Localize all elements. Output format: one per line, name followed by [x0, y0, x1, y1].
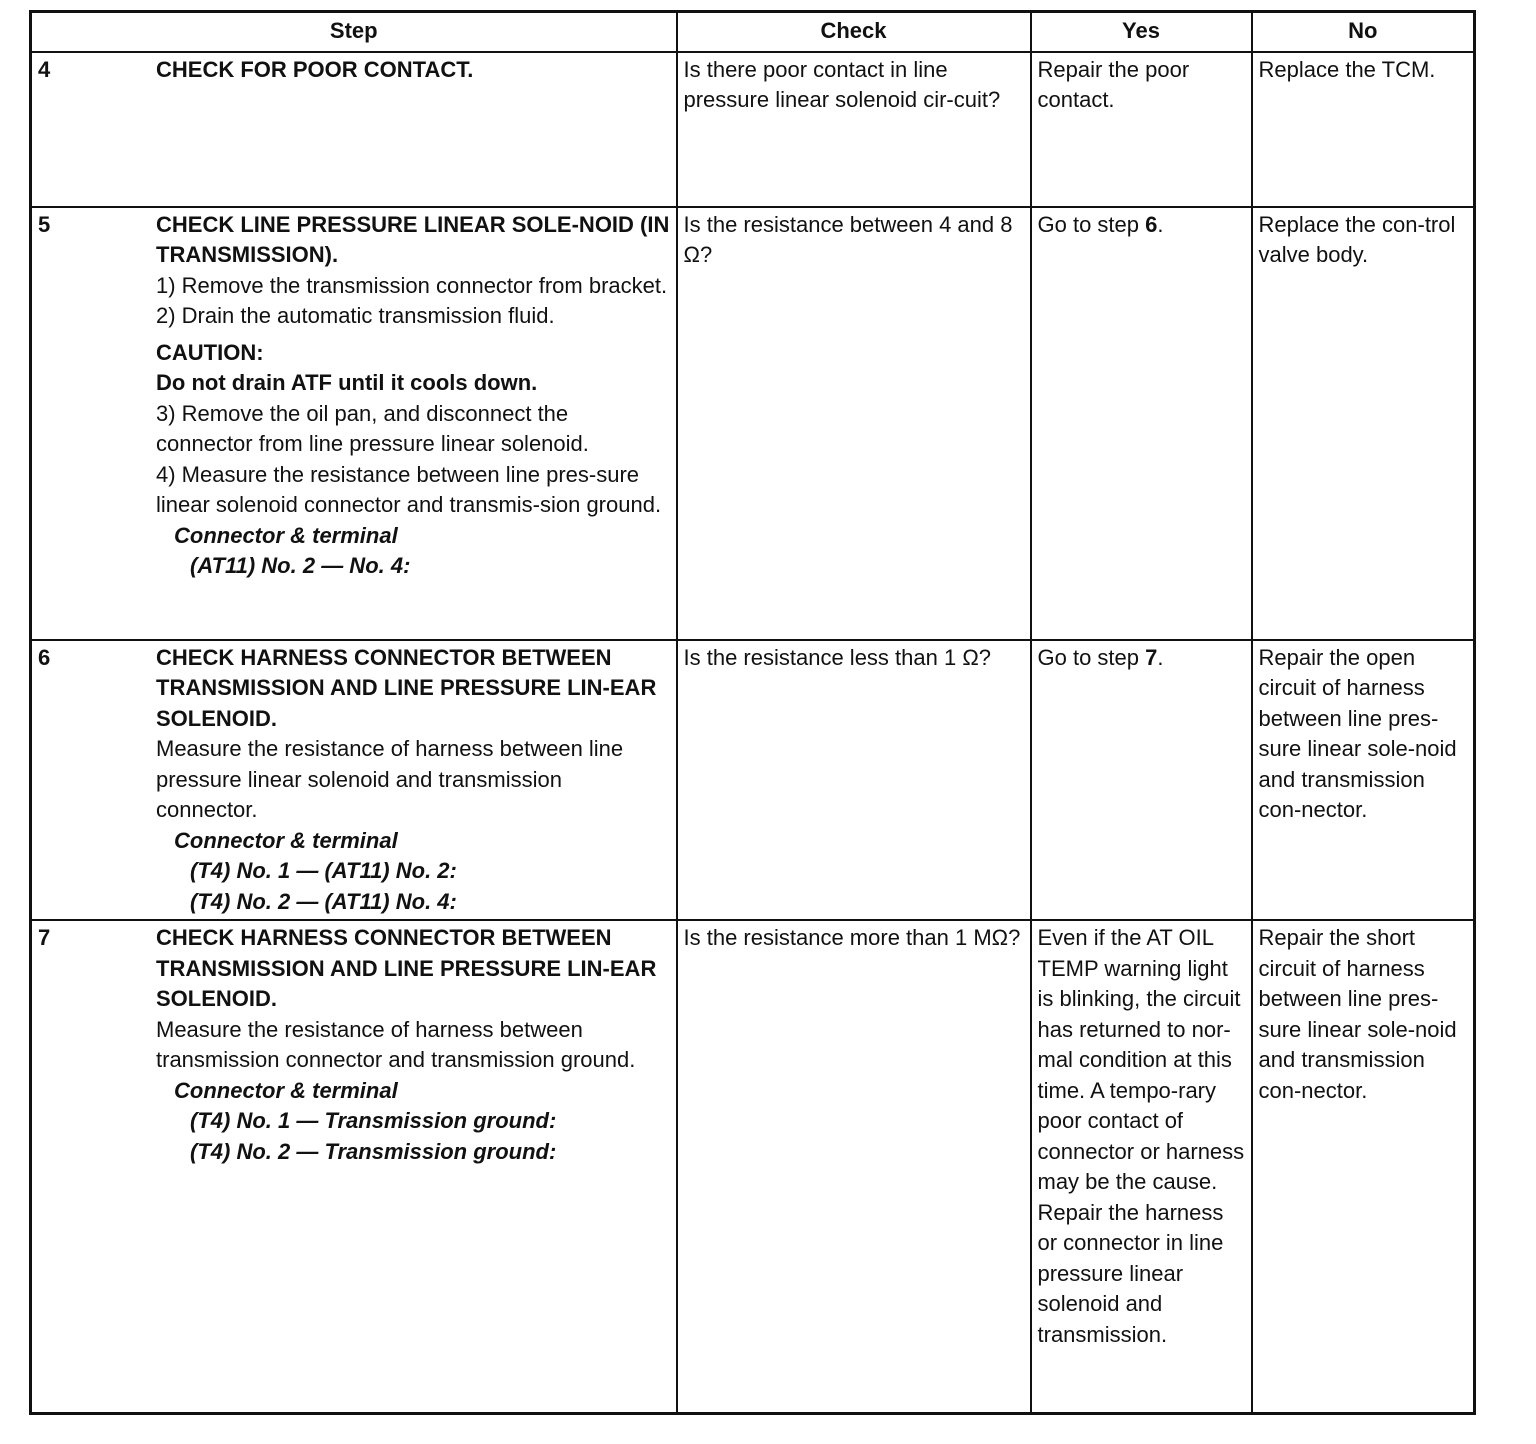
- table-row: [31, 207, 1475, 640]
- no-cell: Repair the short circuit of harness between line pres-sure linear sole-noid and transmission con-nector.: [1252, 920, 1475, 1413]
- table-row: [31, 640, 1475, 921]
- caution-text: Do not drain ATF until it cools down.: [156, 370, 538, 395]
- header-step: Step: [31, 12, 677, 52]
- procedure-step: 1) Remove the transmission connector from bracket.: [156, 272, 668, 298]
- step-description: Measure the resistance of harness between transmission connector and transmission ground.: [156, 1016, 636, 1072]
- no-cell: Repair the open circuit of harness between line pres-sure linear sole-noid and transmission con-nector.: [1252, 640, 1475, 921]
- connector-item: (T4) No. 2 — Transmission ground:: [190, 1138, 557, 1164]
- header-no: No: [1252, 12, 1475, 52]
- step-title: CHECK LINE PRESSURE LINEAR SOLE-NOID (IN TRANSMISSION).: [156, 211, 670, 267]
- connector-item: (T4) No. 1 — Transmission ground:: [190, 1108, 557, 1133]
- no-cell: Replace the con-trol valve body.: [1252, 207, 1475, 640]
- step-number: 7: [38, 925, 51, 950]
- yes-cell: [1031, 640, 1252, 921]
- step-cell: [31, 207, 677, 640]
- check-cell: Is the resistance between 4 and 8 Ω?: [677, 207, 1031, 640]
- header-check: Check: [677, 12, 1031, 52]
- connector-heading: Connector & terminal: [174, 522, 398, 548]
- yes-cell: Repair the poor contact.: [1031, 52, 1252, 207]
- yes-cell: Even if the AT OIL TEMP warning light is blinking, the circuit has returned to nor-mal condition at this time. A tempo-rary poor contact of connector or harness may be the cause. Repair the harness or connector in line pressure linear solenoid and transmission.: [1031, 920, 1252, 1413]
- connector-item: (T4) No. 2 — (AT11) No. 4:: [190, 888, 457, 914]
- table-row: [31, 920, 1475, 1413]
- step-cell: [31, 640, 677, 921]
- yes-step-ref: 7: [1145, 644, 1158, 670]
- yes-suffix: .: [1157, 211, 1164, 237]
- procedure-step: 4) Measure the resistance between line pres-sure linear solenoid connector and transmis-sion ground.: [156, 461, 662, 517]
- procedure-step: 3) Remove the oil pan, and disconnect the connector from line pressure linear solenoid.: [156, 400, 589, 456]
- table-row: [31, 52, 1475, 207]
- header-row: [31, 12, 1475, 52]
- step-cell: [31, 52, 677, 207]
- step-title: CHECK HARNESS CONNECTOR BETWEEN TRANSMISSION AND LINE PRESSURE LIN-EAR SOLENOID.: [156, 925, 657, 1011]
- connector-item: (AT11) No. 2 — No. 4:: [190, 553, 411, 578]
- step-title: CHECK HARNESS CONNECTOR BETWEEN TRANSMISSION AND LINE PRESSURE LIN-EAR SOLENOID.: [156, 644, 657, 731]
- no-cell: Replace the TCM.: [1252, 52, 1475, 207]
- step-number: 5: [38, 211, 51, 237]
- header-yes: Yes: [1031, 12, 1252, 52]
- check-cell: Is there poor contact in line pressure linear solenoid cir-cuit?: [677, 52, 1031, 207]
- step-title: CHECK FOR POOR CONTACT.: [156, 56, 474, 82]
- step-number: 4: [38, 56, 51, 82]
- connector-heading: Connector & terminal: [174, 1077, 398, 1103]
- yes-prefix: Go to step: [1037, 644, 1146, 670]
- yes-cell: [1031, 207, 1252, 640]
- connector-item: (T4) No. 1 — (AT11) No. 2:: [190, 858, 457, 883]
- yes-suffix: .: [1157, 644, 1164, 670]
- yes-prefix: Go to step: [1037, 211, 1146, 237]
- connector-heading: Connector & terminal: [174, 827, 398, 853]
- check-cell: Is the resistance more than 1 MΩ?: [677, 920, 1031, 1413]
- caution-title: CAUTION:: [156, 339, 264, 365]
- procedure-step: 2) Drain the automatic transmission fluid.: [156, 303, 555, 328]
- step-number: 6: [38, 644, 51, 670]
- check-cell: Is the resistance less than 1 Ω?: [677, 640, 1031, 921]
- step-description: Measure the resistance of harness between line pressure linear solenoid and transmission connector.: [156, 736, 624, 822]
- step-cell: [31, 920, 677, 1413]
- yes-step-ref: 6: [1145, 211, 1158, 237]
- diagnostic-table: [29, 10, 1476, 1415]
